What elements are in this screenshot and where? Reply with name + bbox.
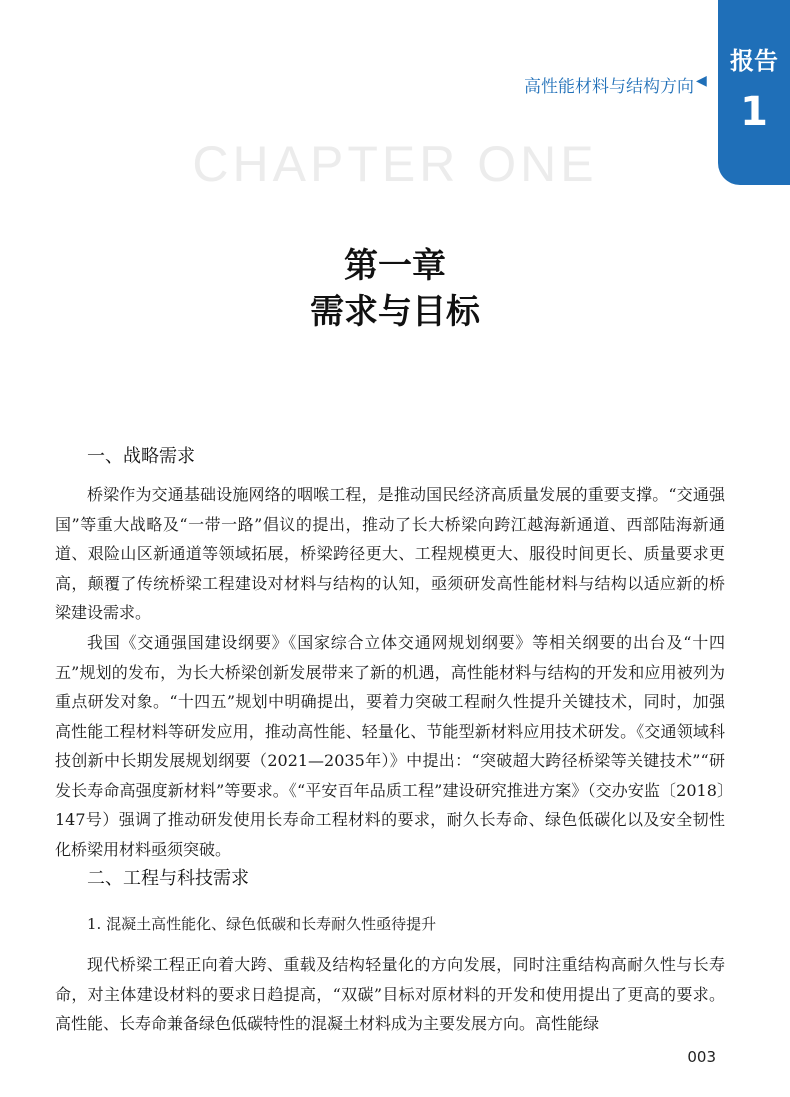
- arrow-left-icon: ◀: [696, 73, 707, 89]
- chapter-name: 需求与目标: [310, 292, 480, 332]
- paragraph: 现代桥梁工程正向着大跨、重载及结构轻量化的方向发展，同时注重结构高耐久性与长寿命，对主体建设材料的要求日趋提高，“双碳”目标对原材料的开发和使用提出了更高的要求。高性能、长寿命兼备绿色低碳特性的混凝土材料成为主要发展方向。高性能绿: [55, 955, 725, 1033]
- chapter-watermark: CHAPTER ONE: [192, 136, 598, 192]
- subsection-heading: 1. 混凝土高性能化、绿色低碳和长寿耐久性亟待提升: [87, 915, 437, 933]
- chapter-number: 第一章: [344, 246, 446, 286]
- paragraph: 我国《交通强国建设纲要》《国家综合立体交通网规划纲要》等相关纲要的出台及“十四五”规划的发布，为长大桥梁创新发展带来了新的机遇，高性能材料与结构的开发和应用被列为重点研发对象。“十四五”规划中明确提出，要着力突破工程耐久性提升关键技术，同时，加强高性能工程材料等研发应用，推动高性能、轻量化、节能型新材料应用技术研发。《交通领域科技创新中长期发展规划纲要（2021—2035年）》中提出：“突破超大跨径桥梁等关键技术”“研发长寿命高强度新材料”等要求。《“平安百年品质工程”建设研究推进方案》（交办安监〔2018〕147号）强调了推动研发使用长寿命工程材料的要求，耐久长寿命、绿色低碳化以及安全韧性化桥梁用材料亟须突破。: [55, 633, 725, 859]
- chapter-title: [0, 243, 790, 335]
- page-number: 003: [687, 1048, 716, 1066]
- tab-label: 报告: [730, 47, 778, 75]
- paragraph: 桥梁作为交通基础设施网络的咽喉工程，是推动国民经济高质量发展的重要支撑。“交通强国”等重大战略及“一带一路”倡议的提出，推动了长大桥梁向跨江越海新通道、西部陆海新通道、艰险山区新通道等领域拓展，桥梁跨径更大、工程规模更大、服役时间更长、质量要求更高，颠覆了传统桥梁工程建设对材料与结构的认知，亟须研发高性能材料与结构以适应新的桥梁建设需求。: [55, 485, 725, 622]
- section-heading-engineering: 二、工程与科技需求: [87, 868, 249, 889]
- tab-number: 1: [740, 89, 768, 135]
- section-heading-strategy: 一、战略需求: [87, 446, 195, 467]
- section-label: 高性能材料与结构方向: [524, 77, 694, 97]
